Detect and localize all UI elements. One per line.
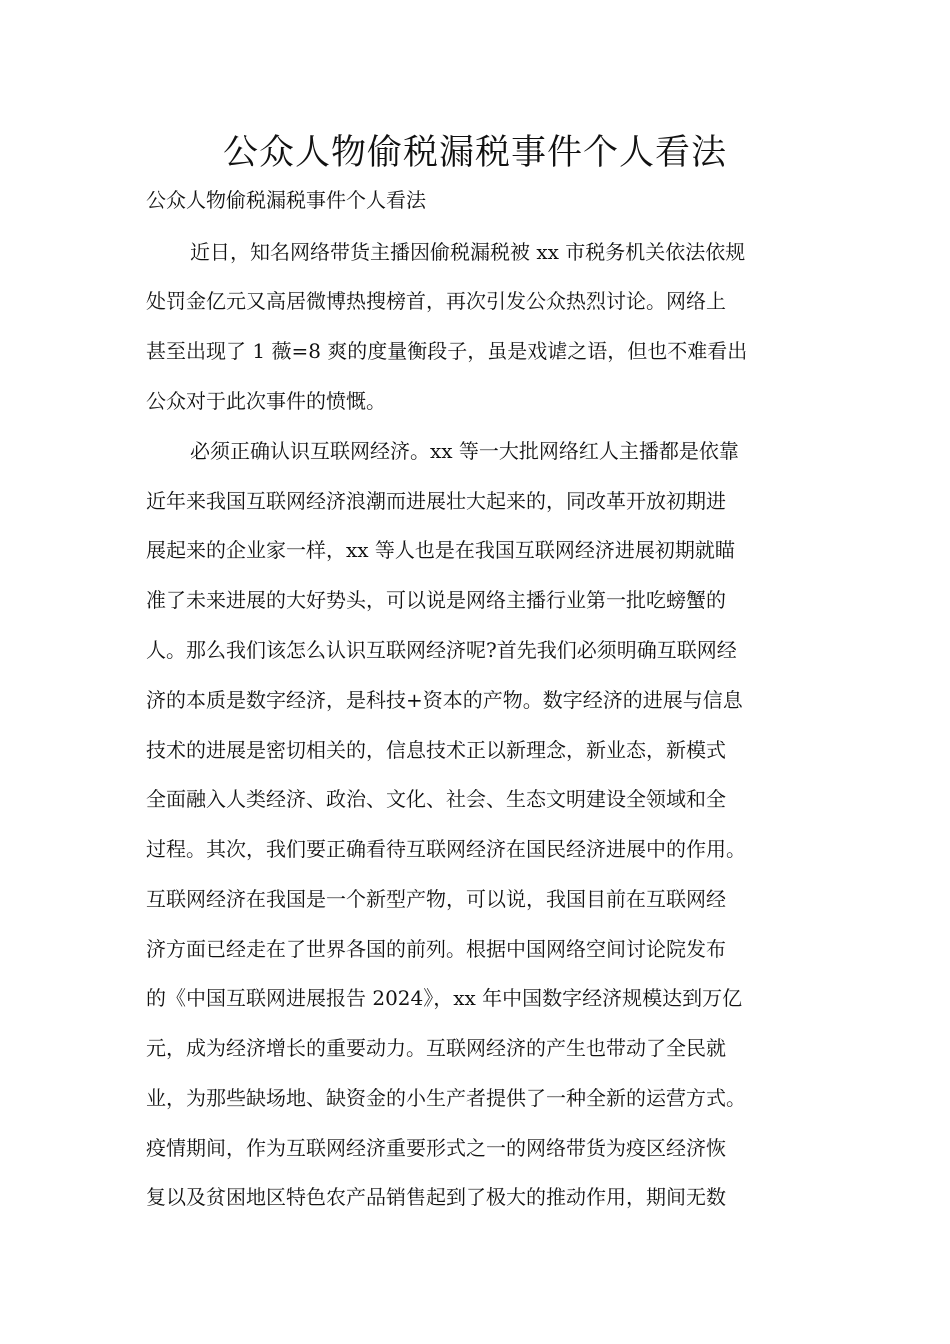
text-line: 处罚金亿元又高居微博热搜榜首，再次引发公众热烈讨论。网络上: [146, 289, 726, 313]
text-line: 的《中国互联网进展报告 2024》，xx 年中国数字经济规模达到万亿: [146, 986, 743, 1010]
text-line: 人。那么我们该怎么认识互联网经济呢?首先我们必须明确互联网经: [146, 638, 737, 662]
text-line: 疫情期间，作为互联网经济重要形式之一的网络带货为疫区经济恢: [146, 1136, 726, 1160]
text-line: 近年来我国互联网经济浪潮而进展壮大起来的，同改革开放初期进: [146, 489, 726, 513]
text-line: 业，为那些缺场地、缺资金的小生产者提供了一种全新的运营方式。: [146, 1086, 746, 1110]
page-title: 公众人物偷税漏税事件个人看法: [222, 133, 727, 173]
text-line: 复以及贫困地区特色农产品销售起到了极大的推动作用，期间无数: [146, 1185, 726, 1209]
text-line: 互联网经济在我国是一个新型产物，可以说，我国目前在互联网经: [146, 887, 726, 911]
document-subtitle: 公众人物偷税漏税事件个人看法: [146, 188, 426, 212]
text-line: 准了未来进展的大好势头，可以说是网络主播行业第一批吃螃蟹的: [146, 588, 726, 612]
text-line: 济方面已经走在了世界各国的前列。根据中国网络空间讨论院发布: [146, 937, 726, 961]
text-line: 元，成为经济增长的重要动力。互联网经济的产生也带动了全民就: [146, 1036, 726, 1060]
text-line: 近日，知名网络带货主播因偷税漏税被 xx 市税务机关依法依规: [190, 240, 746, 264]
text-line: 济的本质是数字经济，是科技+资本的产物。数字经济的进展与信息: [146, 688, 743, 712]
text-line: 公众对于此次事件的愤慨。: [146, 389, 386, 413]
text-line: 过程。其次，我们要正确看待互联网经济在国民经济进展中的作用。: [146, 837, 746, 861]
text-line: 全面融入人类经济、政治、文化、社会、生态文明建设全领域和全: [146, 787, 726, 811]
text-line: 甚至出现了 1 薇=8 爽的度量衡段子，虽是戏谑之语，但也不难看出: [146, 339, 748, 363]
text-line: 展起来的企业家一样，xx 等人也是在我国互联网经济进展初期就瞄: [146, 538, 735, 562]
text-line: 技术的进展是密切相关的，信息技术正以新理念，新业态，新模式: [146, 738, 726, 762]
text-line: 必须正确认识互联网经济。xx 等一大批网络红人主播都是依靠: [190, 439, 739, 463]
